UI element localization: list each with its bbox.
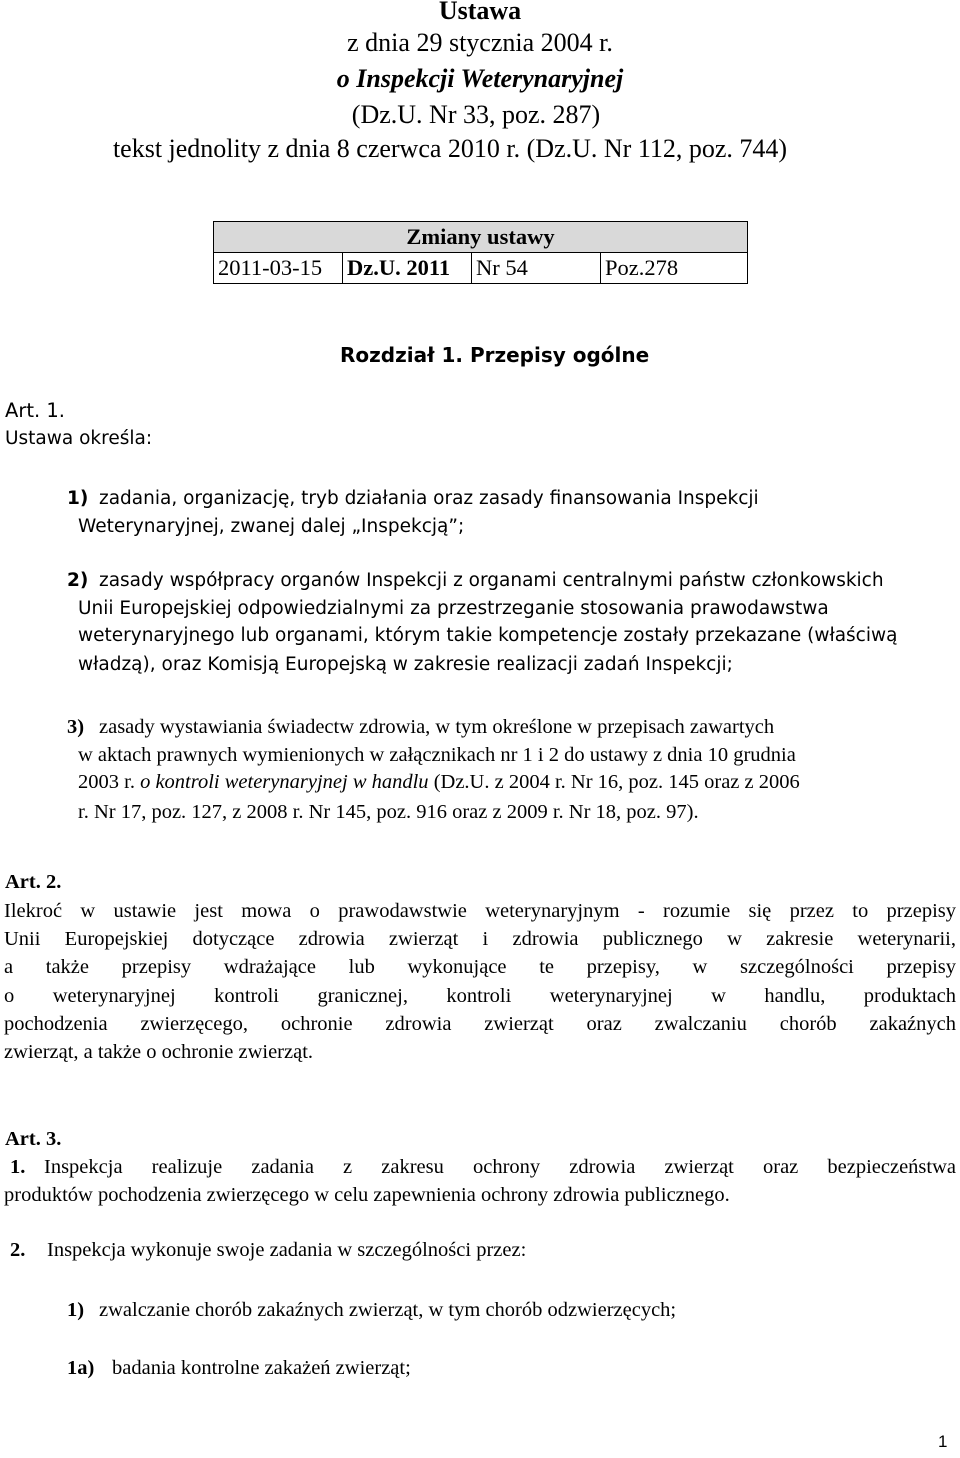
amendments-table <box>213 221 748 284</box>
art3-p2-number: 2. <box>10 1239 26 1261</box>
citation-suffix: (Dz.U. z 2004 r. Nr 16, poz. 145 oraz z 2006 <box>428 771 800 793</box>
paragraph-line: o weterynaryjnej kontroli granicznej, kontroli weterynaryjnej w handlu, produktach <box>4 984 956 1007</box>
document-date: z dnia 29 stycznia 2004 r. <box>347 28 613 57</box>
art3-p2-text: Inspekcja wykonuje swoje zadania w szczególności przez: <box>47 1239 527 1261</box>
art3-p1-line1 <box>44 1153 956 1181</box>
list-item-line: Unii Europejskiej odpowiedzialnymi za przestrzeganie stosowania prawodawstwa <box>78 598 829 619</box>
citation-prefix: 2003 r. <box>78 771 141 793</box>
amendment-date: 2011-03-15 <box>214 253 343 284</box>
paragraph-line: a także przepisy wdrażające lub wykonujące te przepisy, w szczególności przepisy <box>4 956 956 979</box>
list-item-line <box>78 768 800 796</box>
list-number: 3) <box>67 716 85 738</box>
list-item-line: zwalczanie chorób zakaźnych zwierząt, w tym chorób odzwierzęcych; <box>99 1299 677 1321</box>
art2-label: Art. 2. <box>5 871 62 893</box>
document-subject: o Inspekcji Weterynaryjnej <box>336 64 624 93</box>
list-number: 1) <box>67 488 89 509</box>
art2-paragraph <box>4 897 956 1066</box>
list-item-line: weterynaryjnego lub organami, którym takie kompetencje zostały przekazane (właściwą <box>78 625 898 646</box>
chapter-heading: Rozdział 1. Przepisy ogólne <box>340 343 650 367</box>
art1-label: Art. 1. <box>5 399 66 422</box>
amendment-position: Poz.278 <box>601 253 748 284</box>
paragraph-line: Ilekroć w ustawie jest mowa o prawodawstwie weterynaryjnym - rozumie się przez to przepisy <box>4 900 956 922</box>
page-number: 1 <box>938 1432 948 1451</box>
list-number: 2) <box>67 570 89 591</box>
paragraph-line: pochodzenia zwierzęcego, ochronie zdrowia zwierząt oraz zwalczaniu chorób zakaźnych <box>4 1012 956 1035</box>
consolidated-text-note: tekst jednolity z dnia 8 czerwca 2010 r. (Dz.U. Nr 112, poz. 744) <box>112 134 788 163</box>
paragraph-line: Unii Europejskiej dotyczące zdrowia zwierząt i zdrowia publicznego w zakresie weterynarii, <box>4 928 956 951</box>
list-item-line: r. Nr 17, poz. 127, z 2008 r. Nr 145, poz. 916 oraz z 2009 r. Nr 18, poz. 97). <box>78 801 699 823</box>
cited-act-title: o kontroli weterynaryjnej w handlu <box>140 771 429 793</box>
amendment-number: Nr 54 <box>472 253 601 284</box>
list-item-line: badania kontrolne zakażeń zwierząt; <box>112 1357 411 1379</box>
list-number: 1) <box>67 1299 85 1321</box>
art1-intro: Ustawa określa: <box>5 428 153 449</box>
paragraph-line: Inspekcja realizuje zadania z zakresu ochrony zdrowia zwierząt oraz bezpieczeństwa <box>44 1156 956 1178</box>
list-item-line: zasady współpracy organów Inspekcji z organami centralnymi państw członkowskich <box>99 570 884 591</box>
document-title: Ustawa <box>438 0 522 25</box>
list-number: 1a) <box>67 1357 95 1379</box>
amendment-journal: Dz.U. 2011 <box>343 253 472 284</box>
list-item-line: Weterynaryjnej, zwanej dalej „Inspekcją”; <box>78 516 465 537</box>
art3-p1-line2: produktów pochodzenia zwierzęcego w celu zapewnienia ochrony zdrowia publicznego. <box>4 1184 730 1206</box>
list-item-line: władzą), oraz Komisją Europejską w zakresie realizacji zadań Inspekcji; <box>78 654 733 675</box>
art3-p1-number: 1. <box>10 1156 26 1178</box>
list-item-line: w aktach prawnych wymienionych w załącznikach nr 1 i 2 do ustawy z dnia 10 grudnia <box>78 744 796 766</box>
list-item-line: zasady wystawiania świadectw zdrowia, w tym określone w przepisach zawartych <box>99 716 775 738</box>
list-item-line: zadania, organizację, tryb działania oraz zasady finansowania Inspekcji <box>99 488 759 509</box>
art3-label: Art. 3. <box>5 1128 62 1150</box>
paragraph-line: zwierząt, a także o ochronie zwierząt. <box>4 1040 314 1063</box>
amendments-heading: Zmiany ustawy <box>214 222 748 253</box>
journal-reference: (Dz.U. Nr 33, poz. 287) <box>351 100 601 129</box>
table-row <box>214 253 748 284</box>
